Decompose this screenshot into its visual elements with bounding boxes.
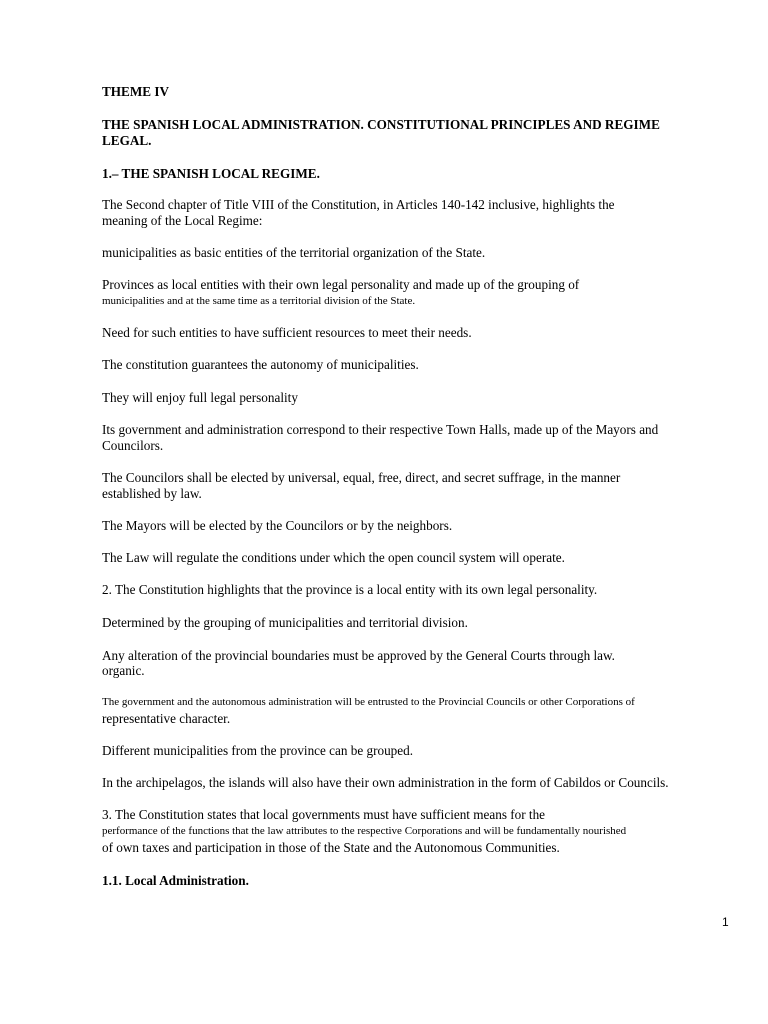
paragraph-15: Different municipalities from the province can be grouped. (102, 743, 414, 758)
paragraph-1-line-1: The Second chapter of Title VIII of the Constitution, in Articles 140-142 inclusive, highlights the (102, 197, 615, 212)
paragraph-8-line-2: established by law. (102, 486, 202, 501)
subsection-heading: 1.1. Local Administration. (102, 873, 249, 888)
paragraph-5: The constitution guarantees the autonomy of municipalities. (102, 357, 419, 372)
paragraph-14-line-1: The government and the autonomous administration will be entrusted to the Provincial Councils or other Corporations of (102, 696, 635, 708)
paragraph-17-line-2: performance of the functions that the law attributes to the respective Corporations and will be fundamentally nourished (102, 825, 627, 837)
paragraph-17-line-3: of own taxes and participation in those of the State and the Autonomous Communities. (102, 840, 560, 855)
paragraph-9: The Mayors will be elected by the Councilors or by the neighbors. (102, 518, 453, 533)
paragraph-3-line-1: Provinces as local entities with their own legal personality and made up of the grouping of (102, 277, 580, 292)
paragraph-10: The Law will regulate the conditions under which the open council system will operate. (102, 550, 565, 565)
paragraph-11: 2. The Constitution highlights that the province is a local entity with its own legal personality. (102, 582, 598, 597)
paragraph-8-line-1: The Councilors shall be elected by universal, equal, free, direct, and secret suffrage, in the manner (102, 470, 621, 485)
document-title-line-2: LEGAL. (102, 133, 152, 148)
theme-label: THEME IV (102, 84, 170, 99)
paragraph-3-line-2: municipalities and at the same time as a territorial division of the State. (102, 295, 416, 307)
paragraph-12: Determined by the grouping of municipalities and territorial division. (102, 615, 468, 630)
paragraph-4: Need for such entities to have sufficient resources to meet their needs. (102, 325, 472, 340)
paragraph-2: municipalities as basic entities of the territorial organization of the State. (102, 245, 486, 260)
paragraph-1-line-2: meaning of the Local Regime: (102, 213, 263, 228)
paragraph-13-line-1: Any alteration of the provincial boundaries must be approved by the General Courts through law. (102, 648, 615, 663)
paragraph-17-line-1: 3. The Constitution states that local governments must have sufficient means for the (102, 807, 546, 822)
paragraph-7-line-2: Councilors. (102, 438, 164, 453)
document-title-line-1: THE SPANISH LOCAL ADMINISTRATION. CONSTITUTIONAL PRINCIPLES AND REGIME (102, 117, 660, 132)
page-number: 1 (722, 915, 729, 929)
section-1-heading: 1.– THE SPANISH LOCAL REGIME. (102, 166, 320, 181)
paragraph-6: They will enjoy full legal personality (102, 390, 298, 405)
paragraph-7-line-1: Its government and administration correspond to their respective Town Halls, made up of the Mayors and (102, 422, 659, 437)
paragraph-16: In the archipelagos, the islands will also have their own administration in the form of Cabildos or Councils. (102, 775, 669, 790)
paragraph-14-line-2: representative character. (102, 711, 231, 726)
paragraph-13-line-2: organic. (102, 663, 145, 678)
